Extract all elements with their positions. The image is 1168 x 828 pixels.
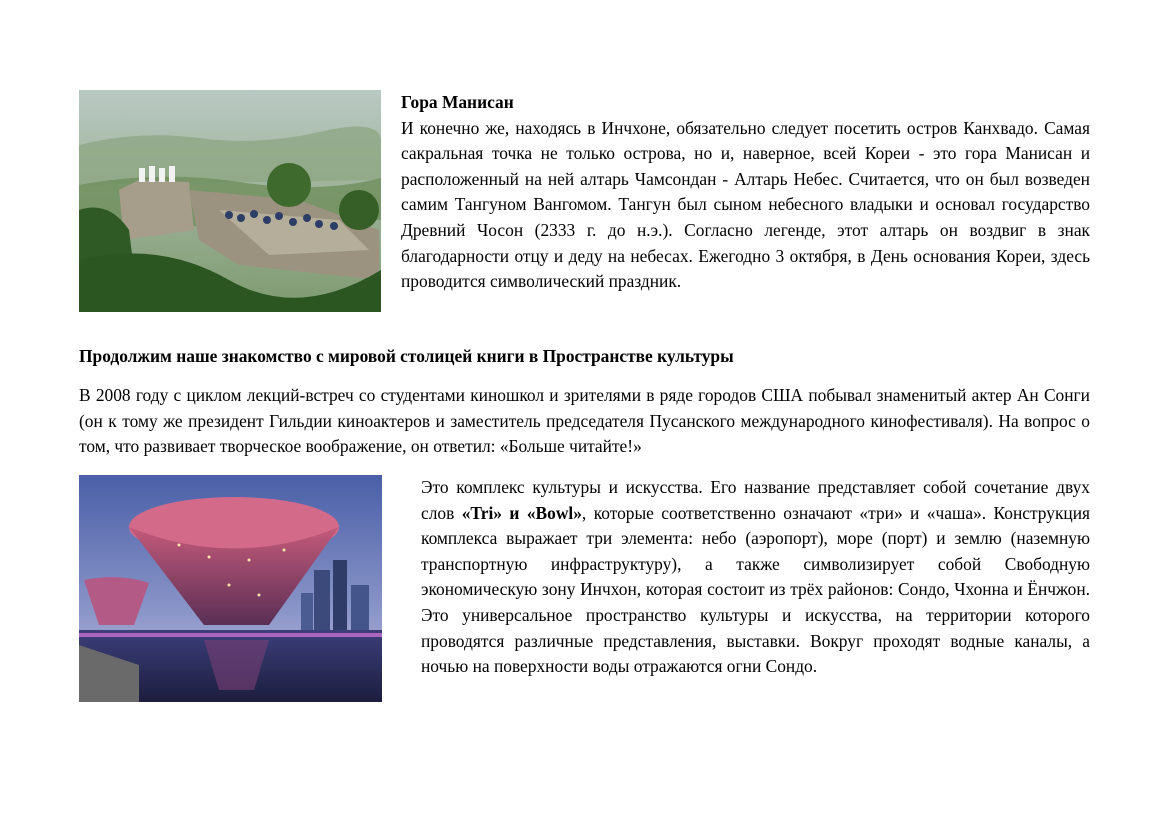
manisan-title: Гора Манисан (401, 92, 514, 112)
tri-bowl-description (421, 475, 1090, 680)
tri-bowl-name: «Tri» и «Bowl» (461, 502, 582, 523)
tri-bowl-text-part2: , которые соответственно означают «три» и «чаша». Конструкция комплекса выражает три элемента: небо (аэропорт), море (порт) и землю (наземную транспортную инфраструктуру), а также символизирует собой Свободную экономическую зону Инчхон, которая состоит из трёх районов: Сондо, Чхонна и Ёнчжон. Это универсальное пространство культуры и искусства, на территории которого проводятся различные представления, выставки. Вокруг проходят водные каналы, а ночью на поверхности воды отражаются огни Сондо. (421, 502, 1091, 677)
culture-space-heading: Продолжим наше знакомство с мировой столицей книги в Пространстве культуры (79, 346, 734, 366)
manisan-body: И конечно же, находясь в Инчхоне, обязательно следует посетить остров Канхвадо. Самая сакральная точка не только острова, но и, наверное, всей Кореи - это гора Манисан и расположенный на ней алтарь Чамсондан - Алтарь Небес. Считается, что он был возведен самим Тангуном Вангомом. Тангун был сыном небесного владыки и основал государство Древний Чосон (2333 г. до н.э.). Согласно легенде, этот алтарь он воздвиг в знак благодарности отцу и деду на небесах. Ежегодно 3 октября, в День основания Кореи, здесь проводится символический праздник. (401, 117, 1090, 292)
manisan-altar-photo (79, 90, 381, 312)
tri-bowl-text-part1: Это комплекс культуры и искусства. Его название представляет собой сочетание двух слов (421, 477, 1090, 523)
tri-bowl-photo (79, 475, 382, 702)
an-songi-paragraph: В 2008 году с циклом лекций-встреч со студентами киношкол и зрителями в ряде городов США побывал знаменитый актер Ан Сонги (он к тому же президент Гильдии киноактеров и заместитель председателя Пусанского международного кинофестиваля). На вопрос о том, что развивает творческое воображение, он ответил: «Больше читайте!» (79, 385, 1090, 457)
manisan-section (401, 90, 1090, 295)
